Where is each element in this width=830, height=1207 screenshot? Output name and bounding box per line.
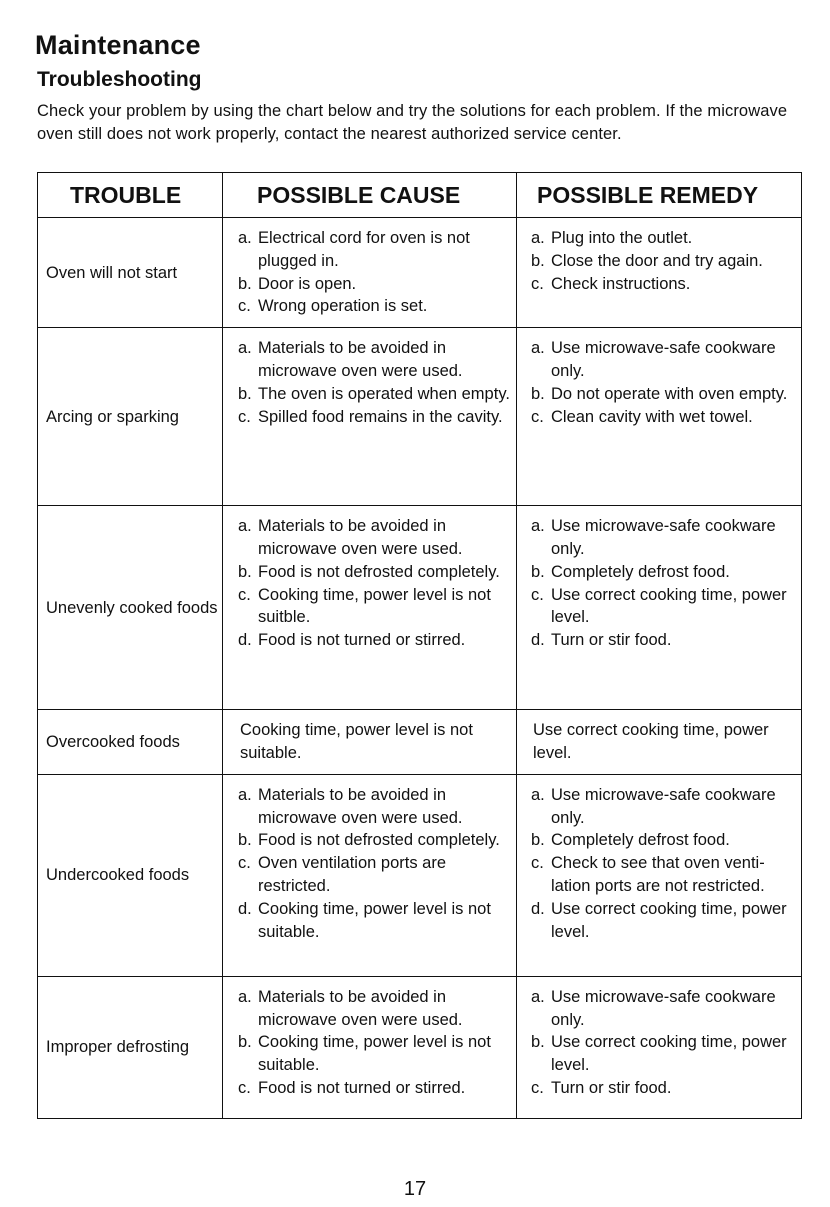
- cause-cell: [223, 774, 517, 976]
- troubleshooting-table: [37, 172, 802, 1119]
- table-row: [38, 774, 802, 976]
- trouble-cell: Improper defrosting: [38, 976, 223, 1118]
- intro-paragraph: Check your problem by using the chart below and try the solutions for each problem. If the microwave oven still does not work properly, contact the nearest authorized service center.: [37, 102, 788, 143]
- remedy-item: c. Turn or stir food.: [531, 1078, 672, 1097]
- remedy-item: a. Use microwave-safe cookware only.: [531, 517, 776, 558]
- cause-item: a. Materials to be avoided in microwave oven were used.: [238, 517, 463, 558]
- page-number: 17: [403, 1178, 427, 1200]
- trouble-cell: Overcooked foods: [38, 710, 223, 775]
- cause-item: b. Cooking time, power level is not suitable.: [238, 1033, 491, 1075]
- cause-item: b. Door is open.: [238, 274, 357, 293]
- remedy-item: a. Use microwave-safe cookware only.: [531, 987, 776, 1029]
- remedy-item: c. Clean cavity with wet towel.: [531, 407, 753, 426]
- remedy-item: b. Close the door and try again.: [531, 251, 763, 270]
- remedy-item: b. Completely defrost food.: [531, 831, 730, 850]
- remedy-item: d. Use correct cooking time, power level.: [531, 899, 787, 941]
- remedy-item: a. Plug into the outlet.: [531, 229, 693, 247]
- table-row: [38, 328, 802, 506]
- table-row: [38, 218, 802, 328]
- section-heading: Troubleshooting: [37, 68, 202, 91]
- cause-item: a. Materials to be avoided in microwave oven were used.: [238, 785, 463, 827]
- remedy-item: d. Turn or stir food.: [531, 631, 672, 650]
- table-row: [38, 506, 802, 710]
- cause-item: a. Electrical cord for oven is not plugged in.: [238, 229, 470, 270]
- remedy-item: b. Completely defrost food.: [531, 562, 730, 581]
- column-header-cause: POSSIBLE CAUSE: [223, 173, 517, 218]
- trouble-cell: Arcing or sparking: [38, 328, 223, 506]
- cause-cell: [223, 328, 517, 506]
- cause-item: a. Materials to be avoided in microwave oven were used.: [238, 339, 463, 380]
- page-heading: Maintenance: [35, 30, 201, 60]
- table-row: [38, 976, 802, 1118]
- trouble-cell: Unevenly cooked foods: [38, 506, 223, 710]
- trouble-cell: Oven will not start: [38, 218, 223, 328]
- cause-item: c. Wrong operation is set.: [238, 297, 428, 316]
- remedy-text: Use correct cooking time, power level.: [533, 721, 769, 762]
- cause-item: b. Food is not defrosted completely.: [238, 831, 500, 850]
- remedy-cell: [517, 328, 802, 506]
- cause-item: b. The oven is operated when empty.: [238, 384, 510, 403]
- remedy-cell: [517, 506, 802, 710]
- remedy-item: c. Check instructions.: [531, 274, 691, 293]
- remedy-item: b. Do not operate with oven empty.: [531, 384, 788, 403]
- table-row: [38, 710, 802, 775]
- cause-cell: [223, 218, 517, 328]
- cause-item: d. Cooking time, power level is not suitable.: [238, 899, 491, 941]
- cause-cell: [223, 506, 517, 710]
- cause-item: a. Materials to be avoided in microwave oven were used.: [238, 987, 463, 1029]
- remedy-cell: [517, 976, 802, 1118]
- cause-item: c. Food is not turned or stirred.: [238, 1078, 466, 1097]
- cause-item: d. Food is not turned or stirred.: [238, 631, 466, 650]
- remedy-cell: [517, 218, 802, 328]
- remedy-item: b. Use correct cooking time, power level.: [531, 1033, 787, 1075]
- remedy-cell: [517, 710, 802, 775]
- column-header-remedy: POSSIBLE REMEDY: [517, 173, 802, 218]
- remedy-item: a. Use microwave-safe cookware only.: [531, 339, 776, 380]
- remedy-item: c. Check to see that oven venti-lation ports are not restricted.: [531, 854, 765, 895]
- trouble-cell: Undercooked foods: [38, 774, 223, 976]
- cause-item: c. Cooking time, power level is not suitble.: [238, 585, 491, 627]
- column-header-trouble: TROUBLE: [38, 173, 223, 218]
- remedy-cell: [517, 774, 802, 976]
- cause-item: c. Oven ventilation ports are restricted.: [238, 854, 447, 895]
- cause-item: b. Food is not defrosted completely.: [238, 562, 500, 581]
- cause-cell: [223, 710, 517, 775]
- cause-item: c. Spilled food remains in the cavity.: [238, 407, 503, 426]
- table-header-row: [38, 173, 802, 218]
- cause-text: Cooking time, power level is not suitable.: [240, 721, 473, 762]
- cause-cell: [223, 976, 517, 1118]
- remedy-item: c. Use correct cooking time, power level.: [531, 585, 787, 627]
- remedy-item: a. Use microwave-safe cookware only.: [531, 785, 776, 827]
